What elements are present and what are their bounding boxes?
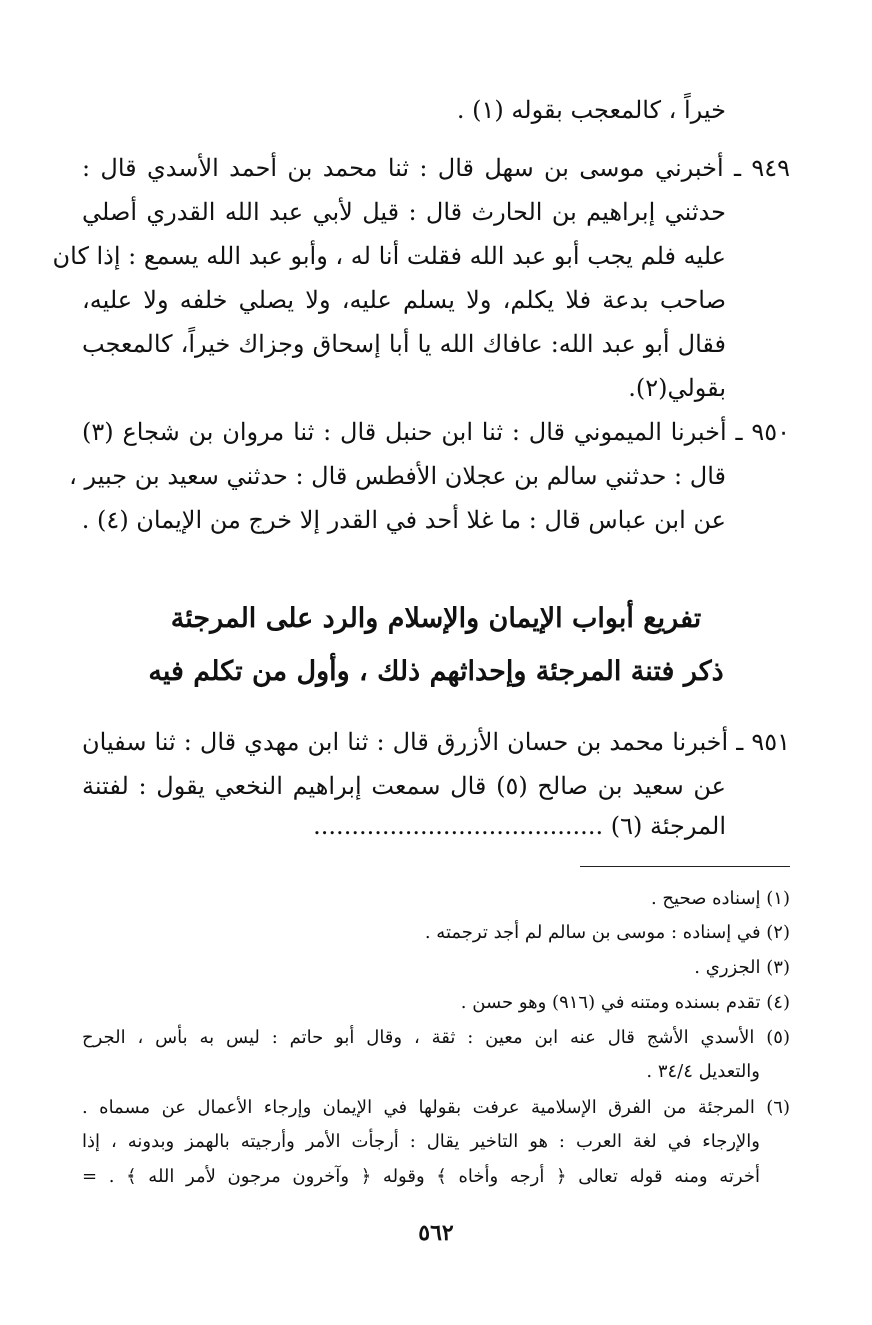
text-line: ٩٥١ ـ أخبرنا محمد بن حسان الأزرق قال : ثنا ابن مهدي قال : ثنا سفيان xyxy=(82,728,790,756)
footnote: (٦) المرجئة من الفرق الإسلامية عرفت بقولها في الإيمان وإرجاء الأعمال عن مسماه . xyxy=(82,1097,790,1118)
text-line: صاحب بدعة فلا يكلم، ولا يسلم عليه، ولا يصلي خلفه ولا عليه، xyxy=(82,286,726,314)
section-heading: ذكر فتنة المرجئة وإحداثهم ذلك ، وأول من تكلم فيه xyxy=(148,656,724,687)
footnote: (٤) تقدم بسنده ومتنه في (٩١٦) وهو حسن . xyxy=(460,992,790,1013)
text-line: عن ابن عباس قال : ما غلا أحد في القدر إلا خرج من الإيمان (٤) . xyxy=(81,506,726,534)
footnote: (٢) في إسناده : موسى بن سالم لم أجد ترجمته . xyxy=(424,922,790,943)
footnote: (١) إسناده صحيح . xyxy=(650,888,790,909)
carryover-line: خيراً ، كالمعجب بقوله (١) . xyxy=(456,96,726,124)
text-line: بقولي(٢). xyxy=(628,374,726,402)
text-line: قال : حدثني سالم بن عجلان الأفطس قال : حدثني سعيد بن جبير ، xyxy=(69,462,726,490)
text-line: المرجئة (٦) ...................................... xyxy=(313,812,726,840)
text-line: عليه فلم يجب أبو عبد الله فقلت أنا له ، وأبو عبد الله يسمع : إذا كان xyxy=(52,242,726,270)
footnote: (٣) الجزري . xyxy=(694,957,790,978)
page-number: ٥٦٢ xyxy=(418,1220,454,1246)
footnote: (٥) الأسدي الأشج قال عنه ابن معين : ثقة ، وقال أبو حاتم : ليس به بأس ، الجرح xyxy=(82,1027,790,1048)
text-line: ٩٤٩ ـ أخبرني موسى بن سهل قال : ثنا محمد بن أحمد الأسدي قال : xyxy=(82,154,790,182)
text-line: حدثني إبراهيم بن الحارث قال : قيل لأبي عبد الله القدري أصلي xyxy=(82,198,726,226)
chapter-heading: تفريع أبواب الإيمان والإسلام والرد على المرجئة xyxy=(170,603,702,634)
footnote-continuation: والتعديل ٣٤/٤ . xyxy=(646,1061,760,1082)
text-line: فقال أبو عبد الله: عافاك الله يا أبا إسحاق وجزاك خيراً، كالمعجب xyxy=(82,330,726,358)
text-line: عن سعيد بن صالح (٥) قال سمعت إبراهيم النخعي يقول : لفتنة xyxy=(82,772,726,800)
footnote-continuation: والإرجاء في لغة العرب : هو التاخير يقال : أرجأت الأمر وأرجيته بالهمز وبدونه ، إذا xyxy=(82,1131,760,1152)
footnote-separator xyxy=(580,866,790,867)
text-line: ٩٥٠ ـ أخبرنا الميموني قال : ثنا ابن حنبل قال : ثنا مروان بن شجاع (٣) xyxy=(82,418,790,446)
footnote-continuation: أخرته ومنه قوله تعالى ﴿ أرجه وأخاه ﴾ وقوله ﴿ وآخرون مرجون لأمر الله ﴾ . = xyxy=(82,1166,760,1187)
